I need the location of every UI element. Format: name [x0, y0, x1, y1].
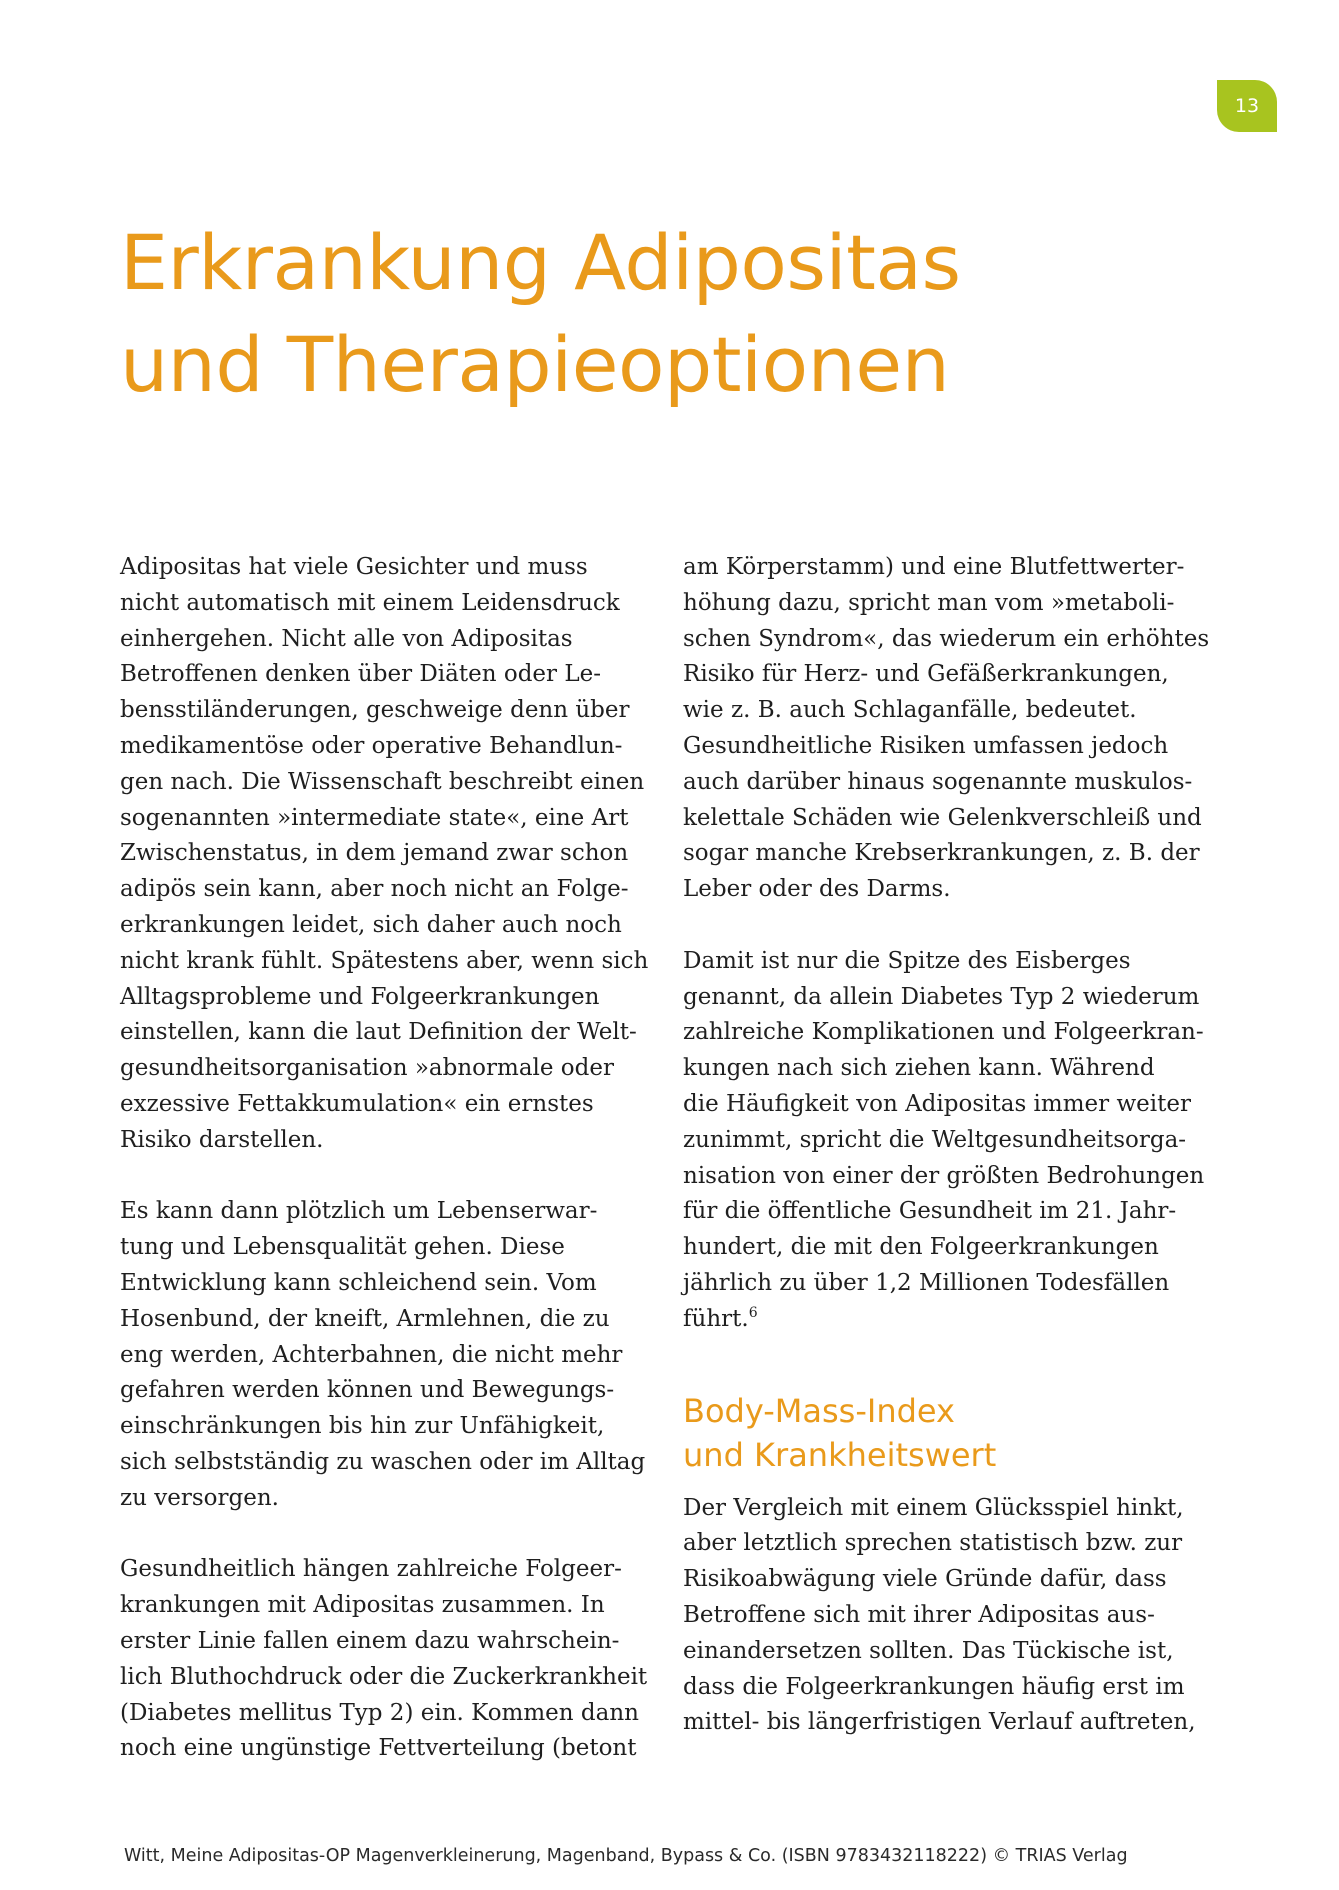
text-line: Zwischenstatus, in dem jemand zwar schon [120, 840, 629, 867]
text-line: Gesundheitliche Risiken umfassen jedoch [683, 732, 1169, 759]
page-number-badge [1217, 80, 1277, 132]
text-line: zu versorgen. [120, 1484, 279, 1511]
chapter-title-line-1: Erkrankung Adipositas [120, 218, 961, 307]
text-line: führt. [683, 1305, 749, 1332]
text-line: gesundheitsorganisation »abnormale oder [120, 1055, 614, 1082]
text-line: höhung dazu, spricht man vom »metaboli- [683, 589, 1175, 616]
text-line: (Diabetes mellitus Typ 2) ein. Kommen dann [120, 1699, 639, 1726]
text-line: einhergehen. Nicht alle von Adipositas [120, 625, 573, 652]
page-number: 13 [1234, 95, 1260, 117]
text-line: einschränkungen bis hin zur Unfähigkeit, [120, 1413, 605, 1440]
text-line: krankungen mit Adipositas zusammen. In [120, 1592, 605, 1619]
text-line: Leber oder des Darms. [683, 876, 951, 903]
text-line: dass die Folgeerkrankungen häufig erst im [683, 1673, 1185, 1700]
text-line: hundert, die mit den Folgeerkrankungen [683, 1234, 1159, 1261]
section-heading [683, 1389, 1223, 1477]
text-line: Entwicklung kann schleichend sein. Vom [120, 1269, 597, 1296]
text-line: sogar manche Krebserkrankungen, z. B. der [683, 840, 1200, 867]
text-line: nisation von einer der größten Bedrohungen [683, 1162, 1205, 1189]
footnote-reference[interactable]: 6 [748, 1304, 758, 1321]
text-line: Der Vergleich mit einem Glücksspiel hinkt, [683, 1494, 1184, 1521]
text-line: wie z. B. auch Schlaganfälle, bedeutet. [683, 697, 1137, 724]
left-column [120, 550, 649, 1803]
chapter-title-line-2: und Therapieoptionen [120, 320, 950, 409]
text-line: die Häufigkeit von Adipositas immer weiter [683, 1090, 1191, 1117]
text-line: Betroffenen denken über Diäten oder Le- [120, 661, 602, 688]
text-line: Risikoabwägung viele Gründe dafür, dass [683, 1566, 1167, 1593]
chapter-title [120, 212, 961, 416]
text-line: erster Linie fallen einem dazu wahrschein- [120, 1627, 620, 1654]
section-heading-line-1: Body-Mass-Index [683, 1391, 955, 1430]
section-heading-line-2: und Krankheitswert [683, 1435, 997, 1474]
text-line: zahlreiche Komplikationen und Folgeerkran- [683, 1019, 1204, 1046]
text-line: aber letztlich sprechen statistisch bzw. zur [683, 1530, 1183, 1557]
text-line: nicht krank fühlt. Spätestens aber, wenn sich [120, 947, 649, 974]
text-line: am Körperstamm) und eine Blutfettwerter- [683, 554, 1185, 580]
text-line: erkrankungen leidet, sich daher auch noch [120, 911, 622, 938]
paragraph [120, 550, 649, 1159]
text-line: Risiko für Herz- und Gefäßerkrankungen, [683, 661, 1169, 688]
text-line: Gesundheitlich hängen zahlreiche Folgeer- [120, 1556, 622, 1583]
text-line: nicht automatisch mit einem Leidensdruck [120, 589, 620, 616]
text-line: kelettale Schäden wie Gelenkverschleiß und [683, 804, 1202, 831]
text-line: gefahren werden können und Bewegungs- [120, 1377, 615, 1404]
text-line: Betroffene sich mit ihrer Adipositas aus- [683, 1601, 1155, 1628]
paragraph [683, 944, 1223, 1302]
text-line: genannt, da allein Diabetes Typ 2 wiederum [683, 983, 1200, 1010]
text-line: lich Bluthochdruck oder die Zuckerkrankheit [120, 1663, 648, 1690]
paragraph [683, 550, 1223, 908]
text-line: auch darüber hinaus sogenannte muskulos- [683, 768, 1193, 795]
text-line: einandersetzen sollten. Das Tückische ist, [683, 1637, 1174, 1664]
text-line: für die öffentliche Gesundheit im 21. Jahr- [683, 1198, 1177, 1225]
text-line: Es kann dann plötzlich um Lebenserwar- [120, 1198, 598, 1225]
right-column [683, 550, 1223, 1777]
text-line: noch eine ungünstige Fettverteilung (betont [120, 1735, 637, 1762]
text-line: kungen nach sich ziehen kann. Während [683, 1055, 1155, 1082]
text-line: medikamentöse oder operative Behandlun- [120, 732, 623, 759]
text-line: tung und Lebensqualität gehen. Diese [120, 1234, 565, 1261]
text-line: Damit ist nur die Spitze des Eisberges [683, 947, 1131, 974]
text-line: exzessive Fettakkumulation« ein ernstes [120, 1090, 594, 1117]
text-line: gen nach. Die Wissenschaft beschreibt einen [120, 768, 645, 795]
copyright-footer: Witt, Meine Adipositas-OP Magenverkleinerung, Magenband, Bypass & Co. (ISBN 9783432118222) © TRIAS Verlag [124, 1846, 1128, 1866]
text-line: eng werden, Achterbahnen, die nicht mehr [120, 1341, 623, 1368]
text-line: Hosenbund, der kneift, Armlehnen, die zu [120, 1305, 610, 1332]
text-line: zunimmt, spricht die Weltgesundheitsorga- [683, 1126, 1187, 1153]
text-line: sogenannten »intermediate state«, eine Art [120, 804, 629, 831]
text-line: bensstiländerungen, geschweige denn über [120, 697, 630, 724]
paragraph [120, 1194, 646, 1516]
paragraph [683, 1491, 1223, 1742]
text-line: schen Syndrom«, das wiederum ein erhöhtes [683, 625, 1210, 652]
text-line: einstellen, kann die laut Definition der Welt- [120, 1019, 637, 1046]
text-line: adipös sein kann, aber noch nicht an Folge- [120, 876, 629, 903]
text-line: mittel- bis längerfristigen Verlauf auftreten, [683, 1709, 1196, 1736]
text-line: Risiko darstellen. [120, 1126, 324, 1153]
paragraph-end-line [683, 1302, 1223, 1338]
paragraph [120, 1552, 648, 1767]
text-line: sich selbstständig zu waschen oder im Alltag [120, 1448, 646, 1475]
text-line: Adipositas hat viele Gesichter und muss [120, 554, 588, 580]
text-line: Alltagsprobleme und Folgeerkrankungen [120, 983, 600, 1010]
text-line: jährlich zu über 1,2 Millionen Todesfällen [683, 1269, 1170, 1296]
